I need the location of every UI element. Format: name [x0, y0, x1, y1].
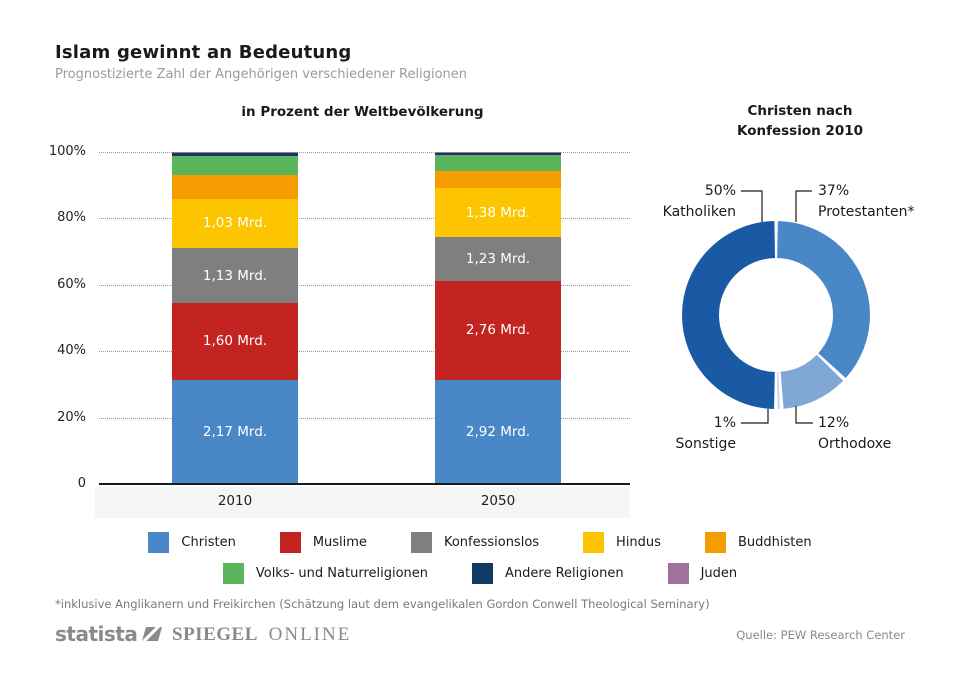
callout-line-orthodoxe: [796, 406, 813, 423]
statista-logo: [55, 622, 162, 646]
y-axis-tick: 40%: [57, 343, 86, 359]
callout-orthodoxe-name: Orthodoxe: [818, 436, 892, 452]
callout-sonstige: [540, 413, 736, 455]
legend-item-konfessionslos: [411, 532, 539, 553]
donut-title-line2: Konfession 2010: [737, 123, 863, 139]
bar-segment-muslime: [172, 303, 298, 380]
source-credit: Quelle: PEW Research Center: [736, 628, 905, 642]
donut-title-line1: Christen nach: [747, 103, 853, 119]
legend-label: Andere Religionen: [505, 566, 624, 581]
y-axis-tick: 0: [77, 476, 86, 492]
bar-segment-volks-und-naturreligionen: [172, 156, 298, 175]
legend-swatch: [705, 532, 726, 553]
page-subtitle: Prognostizierte Zahl der Angehörigen verschiedener Religionen: [55, 67, 468, 82]
x-axis-band: [95, 487, 630, 518]
footnote: *inklusive Anglikanern und Freikirchen (Schätzung laut dem evangelikalen Gordon Conwell Theological Seminary): [55, 597, 710, 611]
legend-row-2: [0, 563, 960, 584]
y-axis-tick: 100%: [48, 144, 86, 160]
callout-katholiken: [540, 181, 736, 223]
y-axis-tick: 80%: [57, 210, 86, 226]
legend-label: Christen: [181, 535, 236, 550]
callout-line-sonstige: [741, 409, 768, 423]
bar-2010: [172, 152, 298, 484]
bar-segment-volks-und-naturreligionen: [435, 155, 561, 171]
bar-segment-hindus: [435, 188, 561, 237]
callout-protestanten-name: Protestanten*: [818, 204, 915, 220]
bar-segment-label: 1,60 Mrd.: [202, 333, 268, 350]
bar-segment-label: 1,38 Mrd.: [465, 204, 531, 221]
legend-item-juden: [668, 563, 738, 584]
legend-swatch: [280, 532, 301, 553]
legend-item-buddhisten: [705, 532, 812, 553]
legend-label: Hindus: [616, 535, 661, 550]
bar-segment-hindus: [172, 199, 298, 249]
page-title: Islam gewinnt an Bedeutung: [55, 42, 352, 63]
callout-katholiken-name: Katholiken: [662, 204, 736, 220]
legend-item-andere-religionen: [472, 563, 624, 584]
bar-segment-muslime: [435, 281, 561, 380]
bar-segment-konfessionslos: [435, 237, 561, 281]
y-axis-tick: 20%: [57, 409, 86, 425]
bar-segment-buddhisten: [172, 175, 298, 199]
callout-orthodoxe-pct: 12%: [818, 415, 850, 431]
legend-item-christen: [148, 532, 235, 553]
legend-swatch: [223, 563, 244, 584]
bar-plot: [48, 144, 630, 492]
legend-swatch: [411, 532, 432, 553]
bar-segment-buddhisten: [435, 171, 561, 188]
callout-line-protestanten: [796, 191, 812, 222]
online-wordmark: ONLINE: [268, 624, 352, 645]
legend-label: Konfessionslos: [443, 535, 540, 550]
legend-item-hindus: [583, 532, 661, 553]
y-axis-tick: 60%: [57, 276, 86, 292]
callout-protestanten: [818, 181, 915, 223]
bar-segment-christen: [172, 380, 298, 484]
bar-2050: [435, 152, 561, 484]
spiegel-online-logo: [172, 624, 351, 646]
callout-protestanten-pct: 37%: [818, 183, 850, 199]
bar-segment-label: 2,76 Mrd.: [465, 322, 531, 339]
x-axis-baseline: [99, 483, 630, 485]
bar-chart-title: in Prozent der Weltbevölkerung: [241, 104, 484, 120]
legend-label: Juden: [700, 566, 738, 581]
legend-label: Muslime: [312, 535, 367, 550]
legend-swatch: [472, 563, 493, 584]
spiegel-wordmark: SPIEGEL: [172, 624, 258, 645]
legend-item-volks-und-naturreligionen: [223, 563, 428, 584]
bar-segment-label: 1,23 Mrd.: [465, 251, 531, 268]
donut-chart-title: [670, 101, 930, 141]
legend-swatch: [148, 532, 169, 553]
bar-segment-christen: [435, 380, 561, 484]
legend-swatch: [583, 532, 604, 553]
statista-logo-icon: [142, 624, 162, 644]
legend-label: Volks- und Naturreligionen: [255, 566, 429, 581]
callout-sonstige-name: Sonstige: [675, 436, 736, 452]
bar-segment-label: 1,13 Mrd.: [202, 267, 268, 284]
bar-segment-label: 1,03 Mrd.: [202, 215, 268, 232]
callout-orthodoxe: [818, 413, 891, 455]
callout-sonstige-pct: 1%: [713, 415, 736, 431]
legend-label: Buddhisten: [737, 535, 812, 550]
statista-wordmark: statista: [55, 622, 138, 646]
bar-segment-konfessionslos: [172, 248, 298, 302]
callout-katholiken-pct: 50%: [704, 183, 736, 199]
year-label-2010: 2010: [217, 493, 253, 509]
legend-swatch: [668, 563, 689, 584]
callout-line-katholiken: [741, 191, 762, 222]
bar-segment-label: 2,17 Mrd.: [202, 423, 268, 440]
year-label-2050: 2050: [480, 493, 516, 509]
bar-segment-label: 2,92 Mrd.: [465, 423, 531, 440]
legend-row-1: [0, 532, 960, 553]
legend-item-muslime: [280, 532, 367, 553]
